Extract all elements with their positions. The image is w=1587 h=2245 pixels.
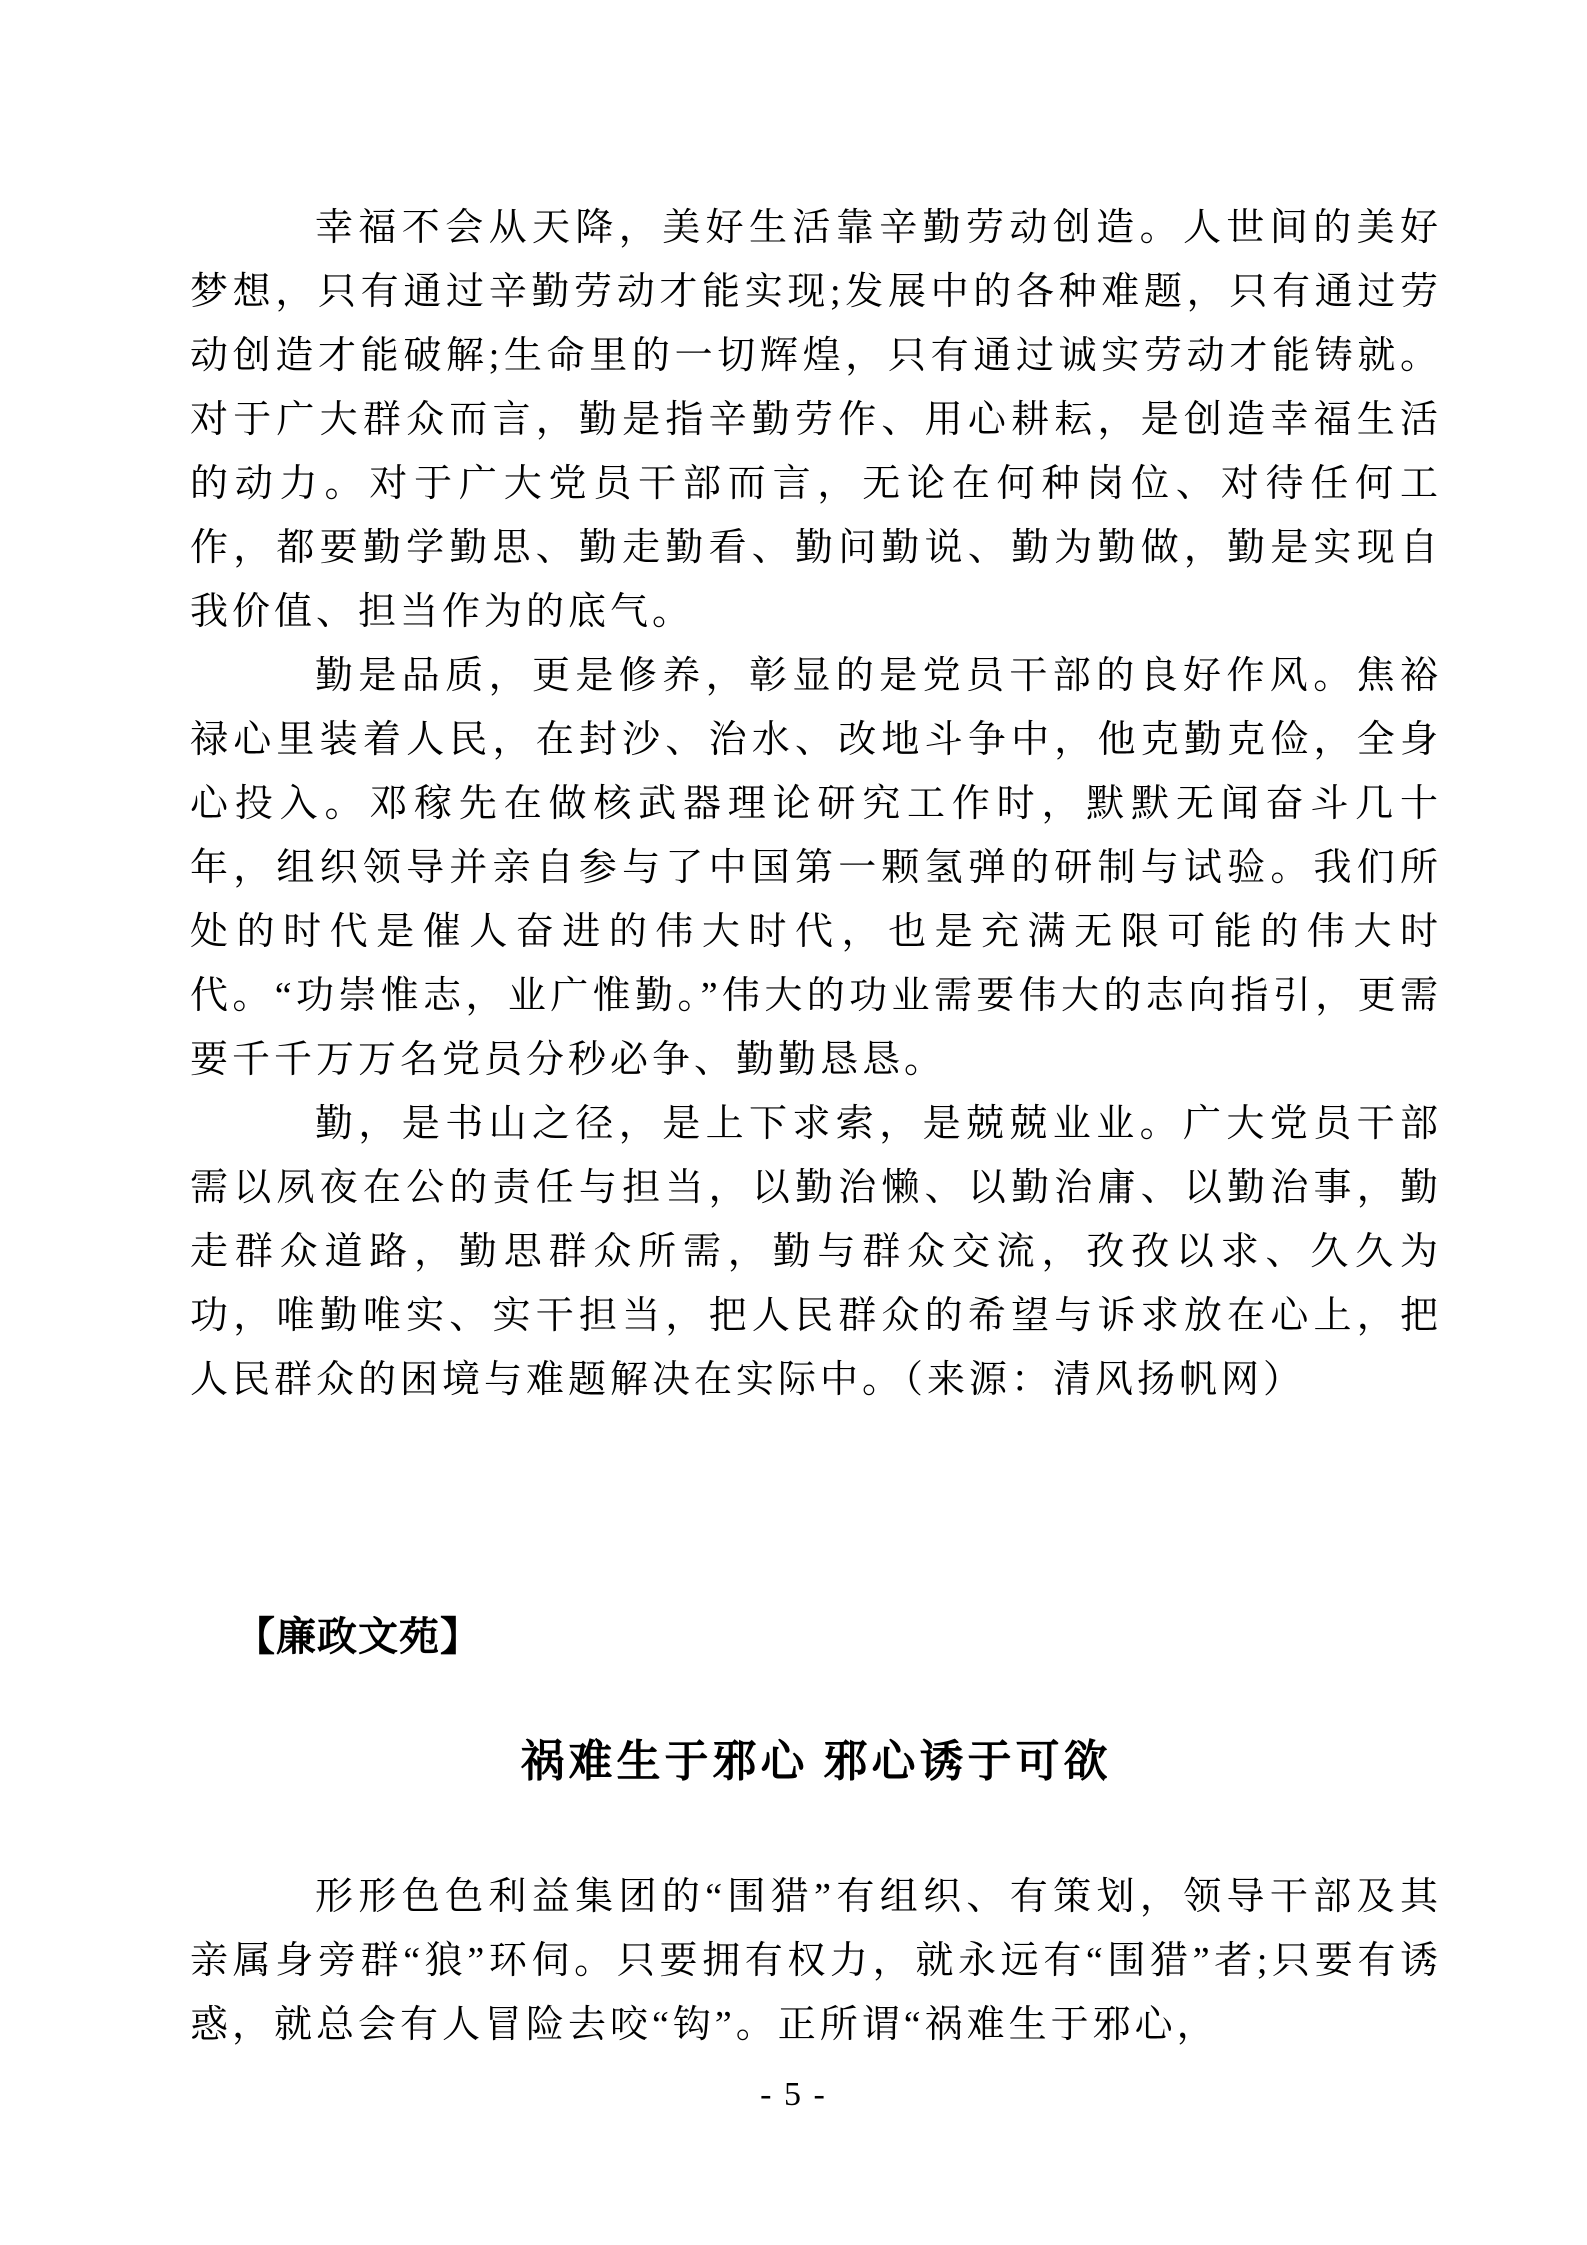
section-header: 【廉政文苑】 (235, 1614, 481, 1659)
article-title: 祸难生于邪心 邪心诱于可欲 (520, 1737, 1112, 1786)
paragraph-diligence-intro: 幸福不会从天降，美好生活靠辛勤劳动创造。人世间的美好梦想，只有通过辛勤劳动才能实现;发展中的各种难题，只有通过劳动创造才能破解;生命里的一切辉煌，只有通过诚实劳动才能铸就。对于广大群众而言，勤是指辛勤劳作、用心耕耘，是创造幸福生活的动力。对于广大党员干部而言，无论在何种岗位、对待任何工作，都要勤学勤思、勤走勤看、勤问勤说、勤为勤做，勤是实现自我价值、担当作为的底气。 (190, 207, 1442, 633)
paragraph-diligence-conclusion: 勤，是书山之径，是上下求索，是兢兢业业。广大党员干部需以夙夜在公的责任与担当，以勤治懒、以勤治庸、以勤治事，勤走群众道路，勤思群众所需，勤与群众交流，孜孜以求、久久为功，唯勤唯实、实干担当，把人民群众的希望与诉求放在心上，把人民群众的困境与难题解决在实际中。（来源：清风扬帆网） (190, 1103, 1442, 1401)
paragraph-article-intro: 形形色色利益集团的“围猎”有组织、有策划，领导干部及其亲属身旁群“狼”环伺。只要拥有权力，就永远有“围猎”者;只要有诱惑，就总会有人冒险去咬“钩”。正所谓“祸难生于邪心， (190, 1876, 1442, 2046)
paragraph-diligence-quality: 勤是品质，更是修养，彰显的是党员干部的良好作风。焦裕禄心里装着人民，在封沙、治水、改地斗争中，他克勤克俭，全身心投入。邓稼先在做核武器理论研究工作时，默默无闻奋斗几十年，组织领导并亲自参与了中国第一颗氢弹的研制与试验。我们所处的时代是催人奋进的伟大时代，也是充满无限可能的伟大时代。“功崇惟志，业广惟勤。”伟大的功业需要伟大的志向指引，更需要千千万万名党员分秒必争、勤勤恳恳。 (190, 655, 1442, 1081)
page-number: - 5 - (760, 2076, 827, 2113)
